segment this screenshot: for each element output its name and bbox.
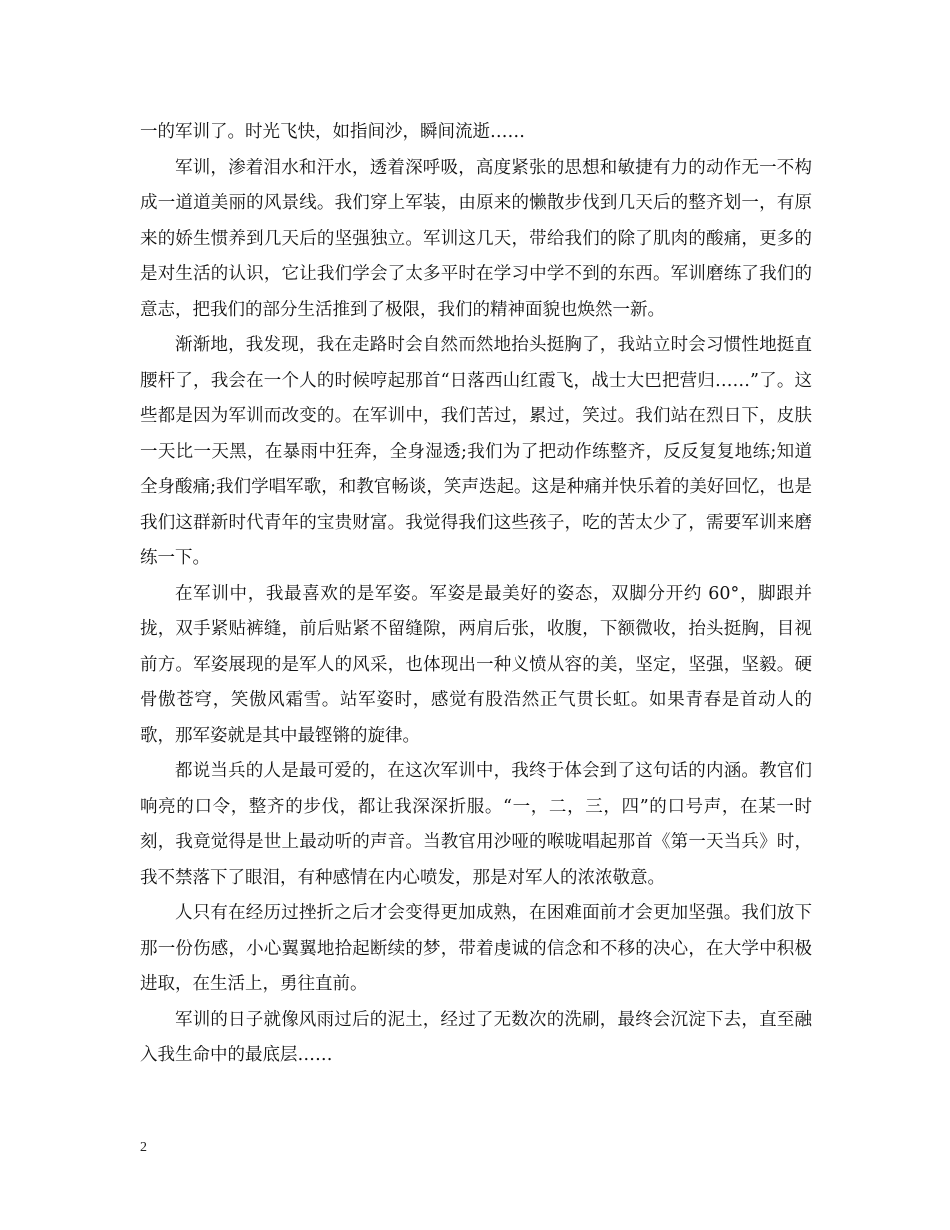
page-number: 2 bbox=[140, 1140, 147, 1155]
paragraph-5: 都说当兵的人是最可爱的，在这次军训中，我终于体会到了这句话的内涵。教官们响亮的口令，整齐的步伐，都让我深深折服。“一，二，三，四”的口号声，在某一时刻，我竟觉得是世上最动听的声音。当教官用沙哑的喉咙唱起那首《第一天当兵》时，我不禁落下了眼泪，有种感情在内心喷发，那是对军人的浓浓敬意。 bbox=[140, 761, 812, 888]
paragraph-6: 人只有在经历过挫折之后才会变得更加成熟，在困难面前才会更加坚强。我们放下那一份伤感，小心翼翼地拾起断续的梦，带着虔诚的信念和不移的决心，在大学中积极进取，在生活上，勇往直前。 bbox=[140, 903, 812, 994]
paragraph-3: 渐渐地，我发现，我在走路时会自然而然地抬头挺胸了，我站立时会习惯性地挺直腰杆了，我会在一个人的时候哼起那首“日落西山红霞飞，战士大巴把营归……”了。这些都是因为军训而改变的。在军训中，我们苦过，累过，笑过。我们站在烈日下，皮肤一天比一天黑，在暴雨中狂奔，全身湿透;我们为了把动作练整齐，反反复复地练;知道全身酸痛;我们学唱军歌，和教官畅谈，笑声迭起。这是种痛并快乐着的美好回忆，也是我们这群新时代青年的宝贵财富。我觉得我们这些孩子，吃的苦太少了，需要军训来磨练一下。 bbox=[140, 335, 812, 568]
paragraph-7: 军训的日子就像风雨过后的泥土，经过了无数次的洗刷，最终会沉淀下去，直至融入我生命中的最底层…… bbox=[140, 1009, 812, 1065]
paragraph-4: 在军训中，我最喜欢的是军姿。军姿是最美好的姿态，双脚分开约 60°，脚跟并拢，双手紧贴裤缝，前后贴紧不留缝隙，两肩后张，收腹，下额微收，抬头挺胸，目视前方。军姿展现的是军人的风采，也体现出一种义愤从容的美，坚定，坚强，坚毅。硬骨傲苍穹，笑傲风霜雪。站军姿时，感觉有股浩然正气贯长虹。如果青春是首动人的歌，那军姿就是其中最铿锵的旋律。 bbox=[140, 583, 812, 746]
document-body bbox=[140, 115, 812, 1074]
paragraph-1: 一的军训了。时光飞快，如指间沙，瞬间流逝…… bbox=[140, 122, 525, 142]
paragraph-2: 军训，渗着泪水和汗水，透着深呼吸，高度紧张的思想和敏捷有力的动作无一不构成一道道美丽的风景线。我们穿上军装，由原来的懒散步伐到几天后的整齐划一，有原来的娇生惯养到几天后的坚强独立。军训这几天，带给我们的除了肌肉的酸痛，更多的是对生活的认识，它让我们学会了太多平时在学习中学不到的东西。军训磨练了我们的意志，把我们的部分生活推到了极限，我们的精神面貌也焕然一新。 bbox=[140, 157, 812, 320]
